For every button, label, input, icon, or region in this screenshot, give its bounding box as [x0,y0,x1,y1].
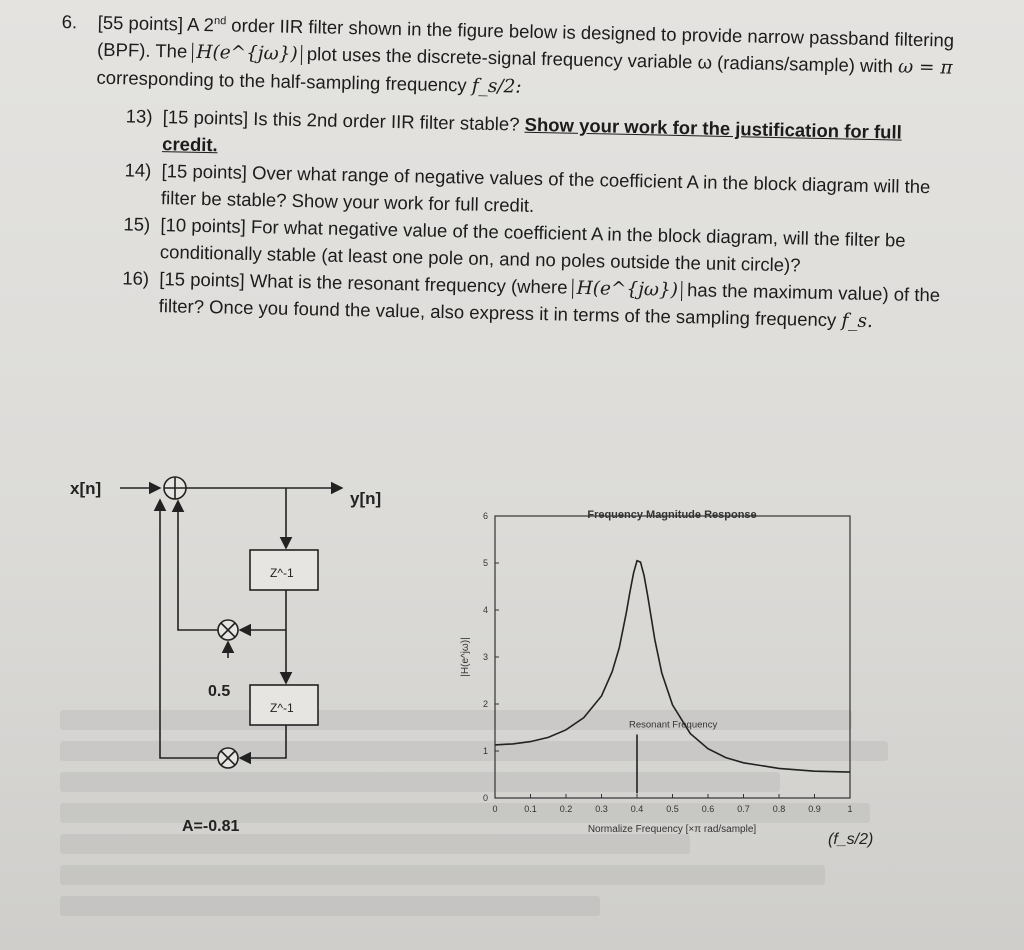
x-tick-label: 0.3 [595,804,608,814]
y-tick-label: 6 [482,511,488,521]
y-tick-label: 4 [482,605,488,615]
y-tick-label: 1 [482,746,488,756]
question-intro: [55 points] A 2nd order IIR filter shown in the figure below is designed to provide narrow passband filtering (BPF). The H(e^{jω}) plot uses the discrete-signal frequency variable ω (radians/sample) with ω = π corresponding to the half-sampling frequency f_s/2: [96,11,955,98]
y-tick-label: 5 [482,558,488,568]
delay-label-2: Z^-1 [270,701,294,715]
subquestion-16: 16) [15 points] What is the resonant frequency (where H(e^{jω}) has the maximum value) of the filter? Once you found the value, also express it in terms of the sampling frequency f_s. [122,267,941,333]
x-tick-label: 0.5 [666,804,679,814]
question-number: 6. [61,10,78,33]
y-axis-label: |H(e^jω)| [460,637,471,677]
chart-title: Frequency Magnitude Response [587,509,757,521]
input-label: x[n] [70,479,102,498]
output-label: y[n] [350,489,382,508]
coefficient-a: A=-0.81 [182,818,240,835]
x-tick-label: 0.6 [701,804,715,814]
delay-label-1: Z^-1 [270,566,294,580]
y-tick-label: 3 [482,652,488,662]
fs-half-note: (f_s/2) [828,831,874,848]
x-tick-label: 0.4 [630,804,644,814]
x-tick-label: 0.2 [559,804,573,814]
y-tick-label: 2 [482,699,488,709]
magnitude-expression: H(e^{jω}) [192,43,302,65]
question-points: [55 points] [97,11,184,35]
frequency-response-chart [450,496,930,866]
x-tick-label: 1 [847,804,853,814]
x-axis-label: Normalize Frequency [×π rad/sample] [587,824,757,835]
x-tick-label: 0.1 [524,804,537,814]
subquestion-15: 15) [10 points] For what negative value of the coefficient A in the block diagram, will the filter be conditionally stable (at least one pole on, and no poles outside the unit circle)? [123,213,906,276]
subquestion-13: 13) [15 points] Is this 2nd order IIR filter stable? Show your work for the justification for full credit. [125,105,902,156]
subquestion-14: 14) [15 points] Over what range of negative values of the coefficient A in the block diagram will the filter be stable? Show your work for full credit. [124,159,931,216]
x-tick-label: 0.8 [772,804,786,814]
magnitude-curve [495,561,850,772]
x-tick-label: 0.7 [737,804,750,814]
x-tick-label: 0 [492,804,498,814]
plot-frame [495,516,850,798]
y-tick-label: 0 [482,793,488,803]
block-diagram [60,470,420,850]
x-tick-label: 0.9 [808,804,821,814]
resonant-frequency-label: Resonant Frequency [629,719,718,731]
subquestion-list [121,102,959,336]
emphasis-text: Show your work for the justification for full credit. [161,113,902,156]
coefficient-half: 0.5 [208,683,231,700]
question-6 [56,8,962,337]
